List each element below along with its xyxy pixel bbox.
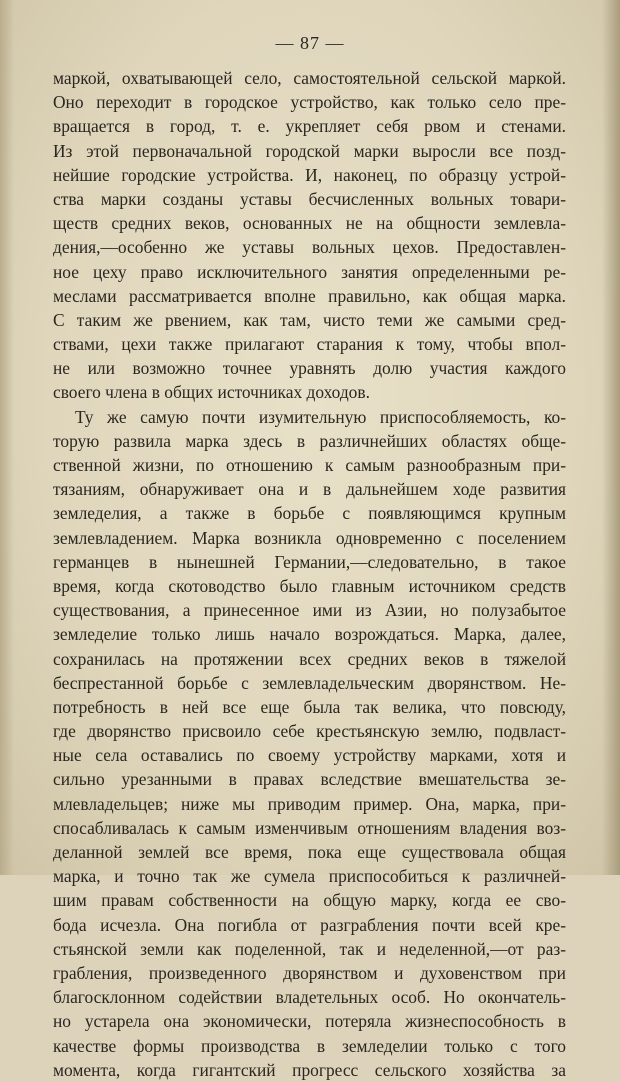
text-line: млевладельцев; ниже мы приводим пример. Она, марка, при- xyxy=(53,793,566,814)
page-left-shadow xyxy=(0,0,14,875)
page-right-shadow xyxy=(602,0,620,875)
text-line: ные села оставались по своему устройству марками, хотя и xyxy=(53,745,566,766)
text-line: земледелия, а также в борьбе с появляющимся крупным xyxy=(53,503,566,524)
paragraph-end-line: своего члена в общих источниках доходов. xyxy=(53,382,370,403)
text-line: но устарела она экономически, потеряла жизнеспособность в xyxy=(53,1011,566,1032)
text-line: благосклонном содействии владетельных особ. Но окончатель- xyxy=(53,987,566,1008)
text-line: грабления, произведенного дворянством и духовенством при xyxy=(53,962,566,983)
text-line: стьянской земли как поделенной, так и неделенной,—от раз- xyxy=(53,938,566,959)
text-line: качестве формы производства в земледелии только с того xyxy=(53,1035,566,1056)
text-line: беспрестанной борьбе с землевладельческим дворянством. Не- xyxy=(53,672,566,693)
text-line: время, когда скотоводство было главным источником средств xyxy=(53,575,566,596)
text-line: шим правам собственности на общую марку, когда ее сво- xyxy=(53,890,566,911)
text-line: маркой, охватывающей село, самостоятельной сельской маркой. xyxy=(53,68,566,88)
text-line: торую развила марка здесь в различнейших областях обще- xyxy=(53,430,566,451)
text-line: существования, а принесенное ими из Азии, но полузабытое xyxy=(53,600,566,621)
text-line: землевладением. Марка возникла одновременно с поселением xyxy=(53,527,566,548)
text-line: С таким же рвением, как там, чисто теми же самыми сред- xyxy=(53,309,566,330)
text-line: вращается в город, т. е. укрепляет себя рвом и стенами. xyxy=(53,116,566,137)
text-line: марка, и точно так же сумела приспособиться к различней- xyxy=(53,866,566,887)
text-line: не или возможно точнее уравнять долю участия каждого xyxy=(53,358,566,379)
text-line: спосабливалась к самым изменчивым отношениям владения воз- xyxy=(53,817,566,838)
text-line: дения,—особенно же уставы вольных цехов. Предоставлен- xyxy=(53,237,566,258)
text-line: тязаниям, обнаруживает она и в дальнейшем ходе развития xyxy=(53,479,566,500)
text-line: ства марки созданы уставы бесчисленных вольных товари- xyxy=(53,188,566,209)
paragraph-start-line: Ту же самую почти изумительную приспособляемость, ко- xyxy=(75,406,566,427)
text-line: меслами рассматривается вполне правильно, как общая марка. xyxy=(53,285,566,306)
text-line: бода исчезла. Она погибла от разграбления почти всей кре- xyxy=(53,914,566,935)
body-text xyxy=(53,66,566,1082)
text-line: потребность в ней все еще была так велика, что повсюду, xyxy=(53,696,566,717)
text-line: ствами, цехи также прилагают старания к тому, чтобы впол- xyxy=(53,334,566,355)
text-line: сильно урезанными в правах вследствие вмешательства зе- xyxy=(53,769,566,790)
text-line: сохранилась на протяжении всех средних веков в тяжелой xyxy=(53,648,566,669)
text-line: ществ средних веков, основанных не на общности землевла- xyxy=(53,213,566,234)
page-number: — 87 — xyxy=(275,33,345,53)
text-line: земледелие только лишь начало возрождаться. Марка, далее, xyxy=(53,624,566,645)
text-line: ное цеху право исключительного занятия определенными ре- xyxy=(53,261,566,282)
text-line: момента, когда гигантский прогресс сельского хозяйства за xyxy=(53,1059,566,1080)
text-line: где дворянство присвоило себе крестьянскую землю, подвласт- xyxy=(53,721,566,742)
text-line: Оно переходит в городское устройство, как только село пре- xyxy=(53,92,566,113)
text-line: Из этой первоначальной городской марки выросли все позд- xyxy=(53,140,566,161)
text-line: деланной землей все время, пока еще существовала общая xyxy=(53,842,566,862)
text-line: германцев в нынешней Германии,—следовательно, в такое xyxy=(53,551,566,572)
text-line: нейшие городские устройства. И, наконец, по образцу устрой- xyxy=(53,164,566,185)
text-line: ственной жизни, по отношению к самым разнообразным при- xyxy=(53,455,566,475)
